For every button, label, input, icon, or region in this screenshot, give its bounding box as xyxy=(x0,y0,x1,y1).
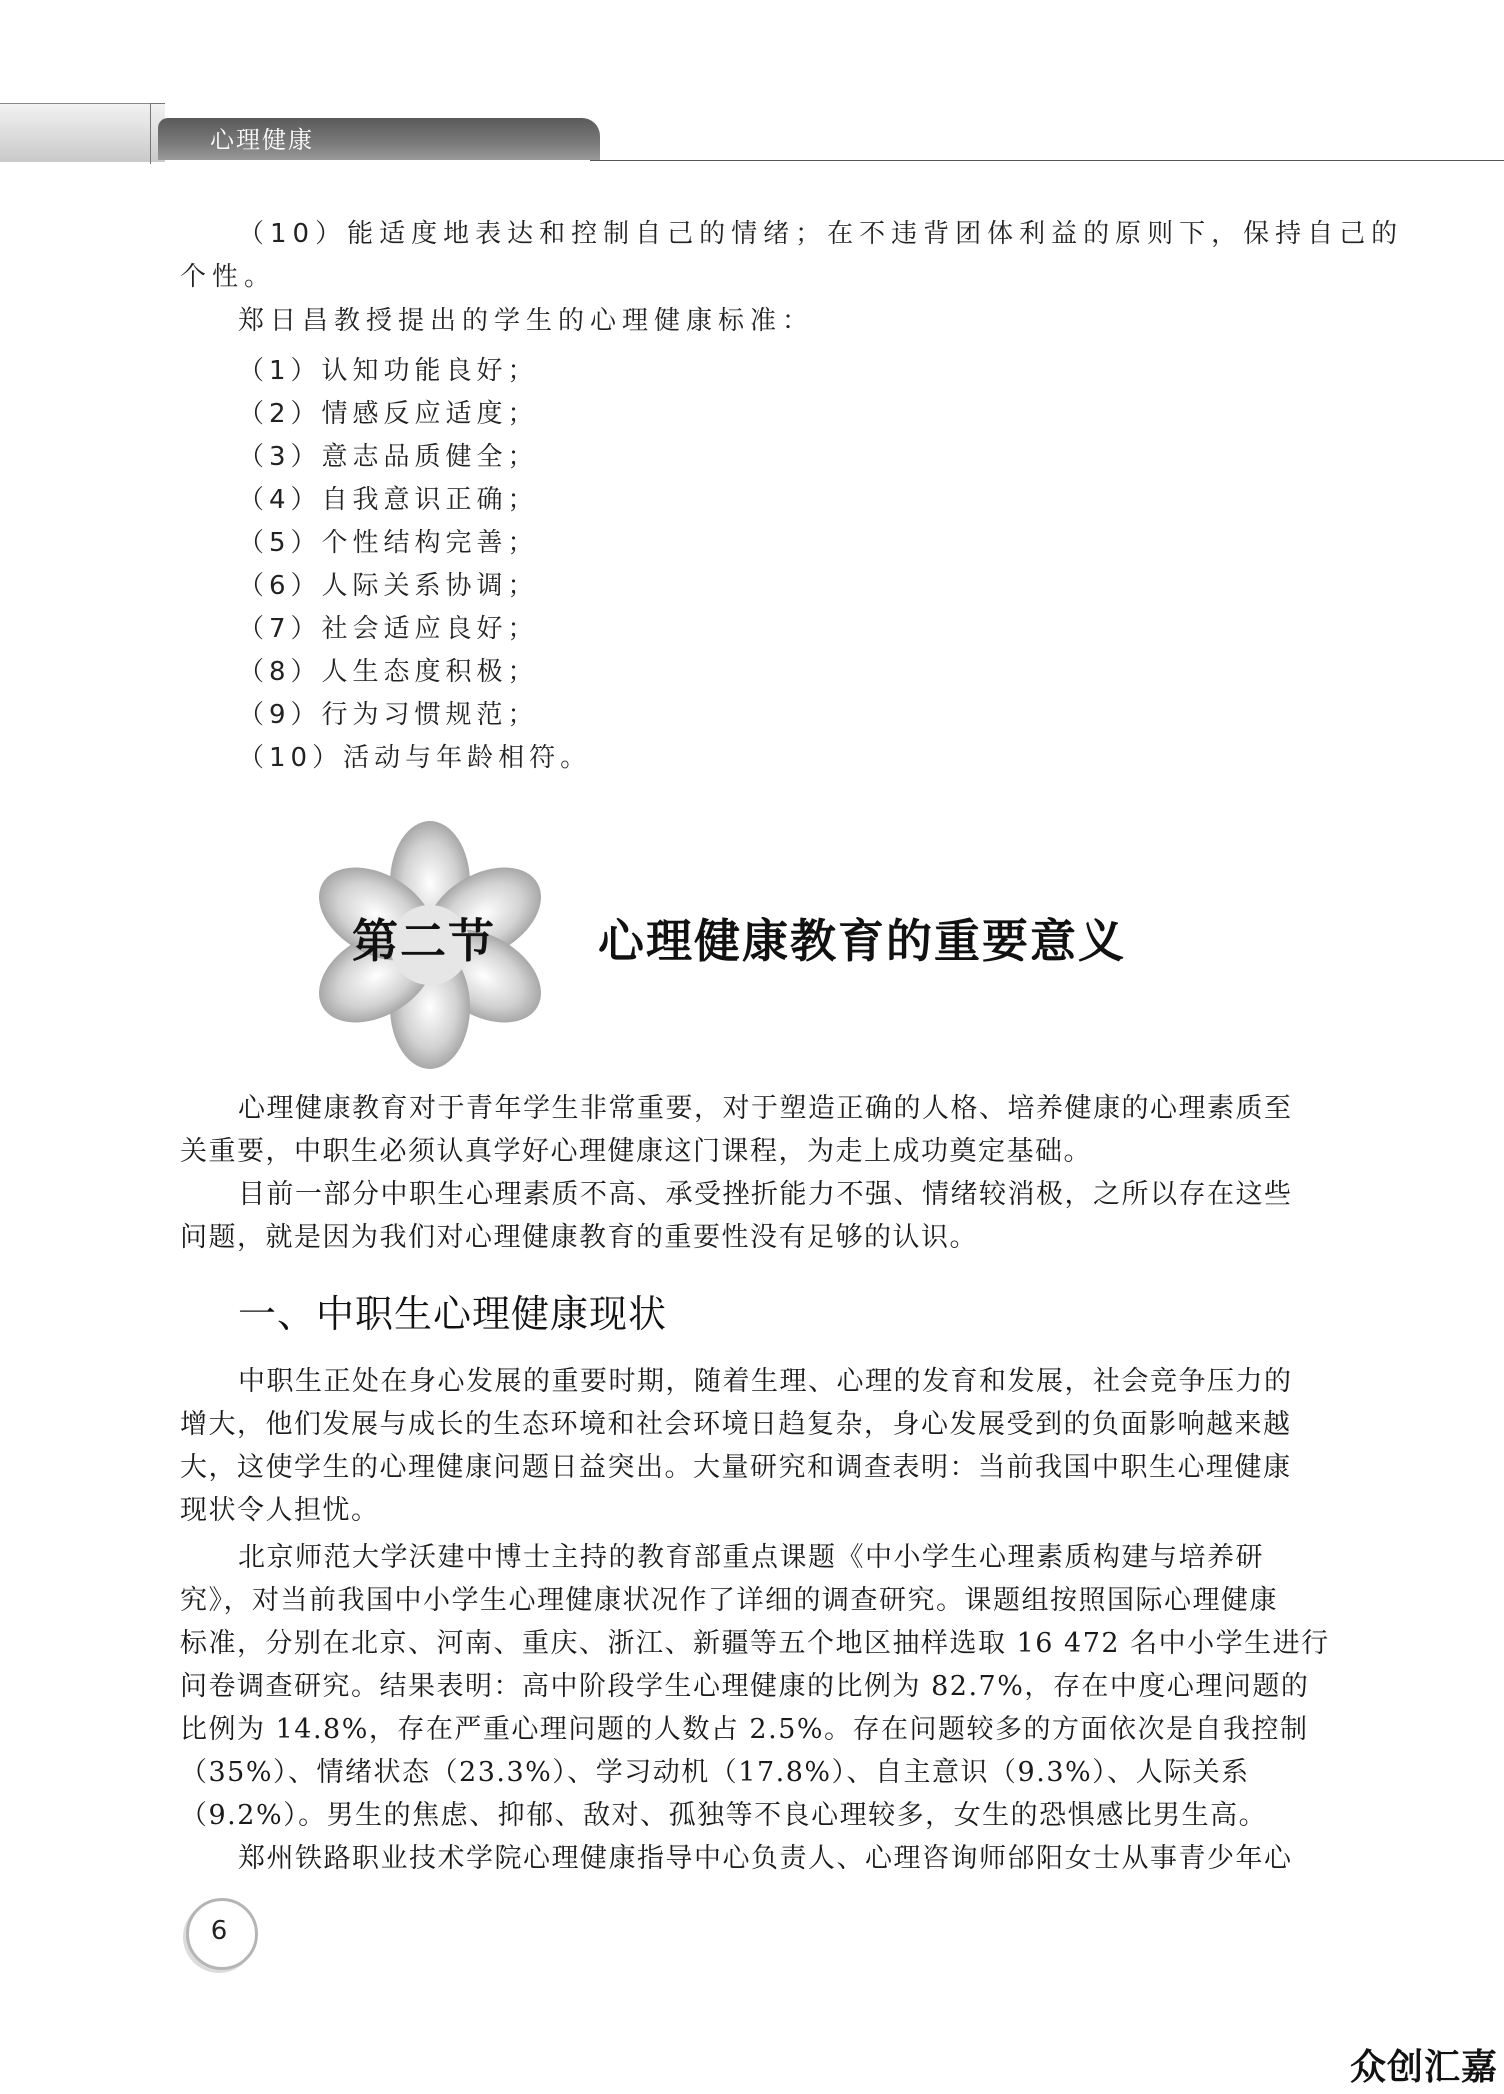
header-left-bar xyxy=(0,103,165,162)
paragraph-line: 心理健康教育对于青年学生非常重要，对于塑造正确的人格、培养健康的心理素质至 xyxy=(238,1093,1293,1124)
standard-item: （4）自我意识正确； xyxy=(238,485,539,515)
paragraph-line: 关重要，中职生必须认真学好心理健康这门课程，为走上成功奠定基础。 xyxy=(180,1136,1092,1167)
paragraph-line: 问卷调查研究。结果表明：高中阶段学生心理健康的比例为 82.7%，存在中度心理问题的 xyxy=(180,1671,1310,1702)
item-10-line2: 个性。 xyxy=(180,262,277,292)
standard-item: （2）情感反应适度； xyxy=(238,399,539,429)
standards-intro: 郑日昌教授提出的学生的心理健康标准： xyxy=(238,306,815,336)
paragraph-line: 大，这使学生的心理健康问题日益突出。大量研究和调查表明：当前我国中职生心理健康 xyxy=(180,1452,1292,1483)
standard-item: （9）行为习惯规范； xyxy=(238,700,539,730)
paragraph-line: 比例为 14.8%，存在严重心理问题的人数占 2.5%。存在问题较多的方面依次是自我控制 xyxy=(180,1714,1309,1745)
header-title: 心理健康 xyxy=(210,126,314,154)
paragraph-line: （35%）、情绪状态（23.3%）、学习动机（17.8%）、自主意识（9.3%）、人际关系 xyxy=(180,1757,1250,1788)
standard-item: （7）社会适应良好； xyxy=(238,614,539,644)
paragraph-line: 北京师范大学沃建中博士主持的教育部重点课题《中小学生心理素质构建与培养研 xyxy=(238,1542,1264,1573)
paragraph-line: 增大，他们发展与成长的生态环境和社会环境日趋复杂，身心发展受到的负面影响越来越 xyxy=(180,1409,1292,1440)
paragraph-line: 目前一部分中职生心理素质不高、承受挫折能力不强、情绪较消极，之所以存在这些 xyxy=(238,1179,1293,1210)
standard-item: （6）人际关系协调； xyxy=(238,571,539,601)
section-title: 心理健康教育的重要意义 xyxy=(598,914,1126,968)
section-number: 第二节 xyxy=(352,914,496,968)
standard-item: （1）认知功能良好； xyxy=(238,356,539,386)
paragraph-line: 问题，就是因为我们对心理健康教育的重要性没有足够的认识。 xyxy=(180,1222,978,1253)
header-rule xyxy=(590,160,1504,161)
item-10-line1: （10）能适度地表达和控制自己的情绪；在不违背团体利益的原则下，保持自己的 xyxy=(238,219,1404,249)
standard-item: （8）人生态度积极； xyxy=(238,657,539,687)
page-number: 6 xyxy=(210,1916,228,1946)
standard-item: （3）意志品质健全； xyxy=(238,442,539,472)
standard-item: （10）活动与年龄相符。 xyxy=(238,743,592,773)
subsection-heading: 一、中职生心理健康现状 xyxy=(238,1292,668,1336)
standard-item: （5）个性结构完善； xyxy=(238,528,539,558)
paragraph-line: （9.2%）。男生的焦虑、抑郁、敌对、孤独等不良心理较多，女生的恐惧感比男生高。 xyxy=(180,1800,1268,1831)
paragraph-line: 郑州铁路职业技术学院心理健康指导中心负责人、心理咨询师邰阳女士从事青少年心 xyxy=(238,1843,1293,1874)
paragraph-line: 现状令人担忧。 xyxy=(180,1495,380,1526)
paragraph-line: 究》，对当前我国中小学生心理健康状况作了详细的调查研究。课题组按照国际心理健康 xyxy=(180,1585,1278,1616)
paragraph-line: 中职生正处在身心发展的重要时期，随着生理、心理的发育和发展，社会竞争压力的 xyxy=(238,1366,1293,1397)
paragraph-line: 标准，分别在北京、河南、重庆、浙江、新疆等五个地区抽样选取 16 472 名中小学生进行 xyxy=(180,1628,1330,1659)
watermark: 众创汇嘉 xyxy=(1349,2047,1498,2088)
